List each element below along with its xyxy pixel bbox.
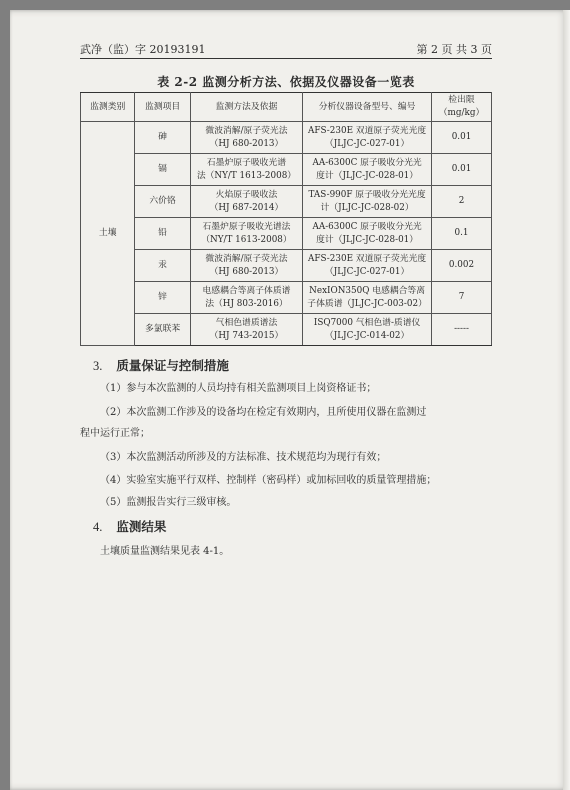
table-row [81,250,492,282]
table-row [81,218,492,250]
cell-limit: 0.01 [432,122,492,154]
cell-instrument: AFS-230E 双道原子荧光光度 （JLJC-JC-027-01） [303,122,432,154]
qa-item-4: （4）实验室实施平行双样、控制样（密码样）或加标回收的质量管理措施； [100,475,437,486]
cell-item: 六价铬 [135,186,190,218]
cell-instrument: AA-6300C 原子吸收分光光 度计（JLJC-JC-028-01） [303,154,432,186]
cell-category: 土壤 [81,122,135,346]
qa-item-2: （2）本次监测工作涉及的设备均在检定有效期内，且所使用仪器在监测过 [100,407,427,418]
cell-item: 汞 [135,250,190,282]
qa-item-2-cont: 程中运行正常； [80,428,150,439]
table-row [81,186,492,218]
header-category: 监测类别 [81,93,135,122]
header-limit: 检出限 （mg/kg） [432,93,492,122]
cell-instrument: AFS-230E 双道原子荧光光度 （JLJC-JC-027-01） [303,250,432,282]
results-text: 土壤质量监测结果见表 4-1。 [100,546,230,557]
section-3-heading [93,356,229,374]
table-row [81,154,492,186]
cell-item: 锌 [135,282,190,314]
section-4-number: 4. [93,520,103,534]
cell-limit: 0.002 [432,250,492,282]
cell-item: 砷 [135,122,190,154]
cell-instrument: TAS-990F 原子吸收分光光度 计（JLJC-JC-028-02） [303,186,432,218]
cell-item: 铅 [135,218,190,250]
header-item: 监测项目 [135,93,190,122]
section-4-heading [93,517,166,535]
cell-method: 微波消解/原子荧光法 （HJ 680-2013） [190,250,302,282]
cell-method: 火焰原子吸收法 （HJ 687-2014） [190,186,302,218]
cell-method: 石墨炉原子吸收光谱 法（NY/T 1613-2008） [190,154,302,186]
section-3-number: 3. [93,359,103,373]
cell-method: 石墨炉原子吸收光谱法 （NY/T 1613-2008） [190,218,302,250]
cell-instrument: NexION350Q 电感耦合等离 子体质谱（JLJC-JC-003-02） [303,282,432,314]
table-title: 表 2-2 监测分析方法、依据及仪器设备一览表 [157,75,415,89]
qa-item-3: （3）本次监测活动所涉及的方法标准、技术规范均为现行有效； [100,452,387,463]
cell-method: 电感耦合等离子体质谱 法（HJ 803-2016） [190,282,302,314]
cell-instrument: AA-6300C 原子吸收分光光 度计（JLJC-JC-028-01） [303,218,432,250]
table-header-row [81,93,492,122]
qa-item-1: （1）参与本次监测的人员均持有相关监测项目上岗资格证书； [100,383,377,394]
cell-item: 镉 [135,154,190,186]
cell-limit: 7 [432,282,492,314]
cell-limit: 0.1 [432,218,492,250]
cell-method: 微波消解/原子荧光法 （HJ 680-2013） [190,122,302,154]
page-number: 第 2 页 共 3 页 [416,43,492,56]
cell-limit: ----- [432,314,492,346]
table-row [81,282,492,314]
table-row [81,122,492,154]
document-number: 武净（监）字 20193191 [80,43,206,56]
red-stamp-mark [546,344,570,434]
page-header [80,40,492,59]
header-instrument: 分析仪器设备型号、编号 [303,93,432,122]
cell-item: 多氯联苯 [135,314,190,346]
table-row [81,314,492,346]
section-3-title: 质量保证与控制措施 [116,358,229,373]
methods-table [80,92,492,346]
cell-limit: 2 [432,186,492,218]
table-body [81,122,492,346]
cell-limit: 0.01 [432,154,492,186]
section-4-title: 监测结果 [116,519,167,534]
cell-method: 气相色谱质谱法 （HJ 743-2015） [190,314,302,346]
cell-instrument: ISQ7000 气相色谱-质谱仪 （JLJC-JC-014-02） [303,314,432,346]
qa-item-5: （5）监测报告实行三级审核。 [100,497,237,508]
header-method: 监测方法及依据 [190,93,302,122]
